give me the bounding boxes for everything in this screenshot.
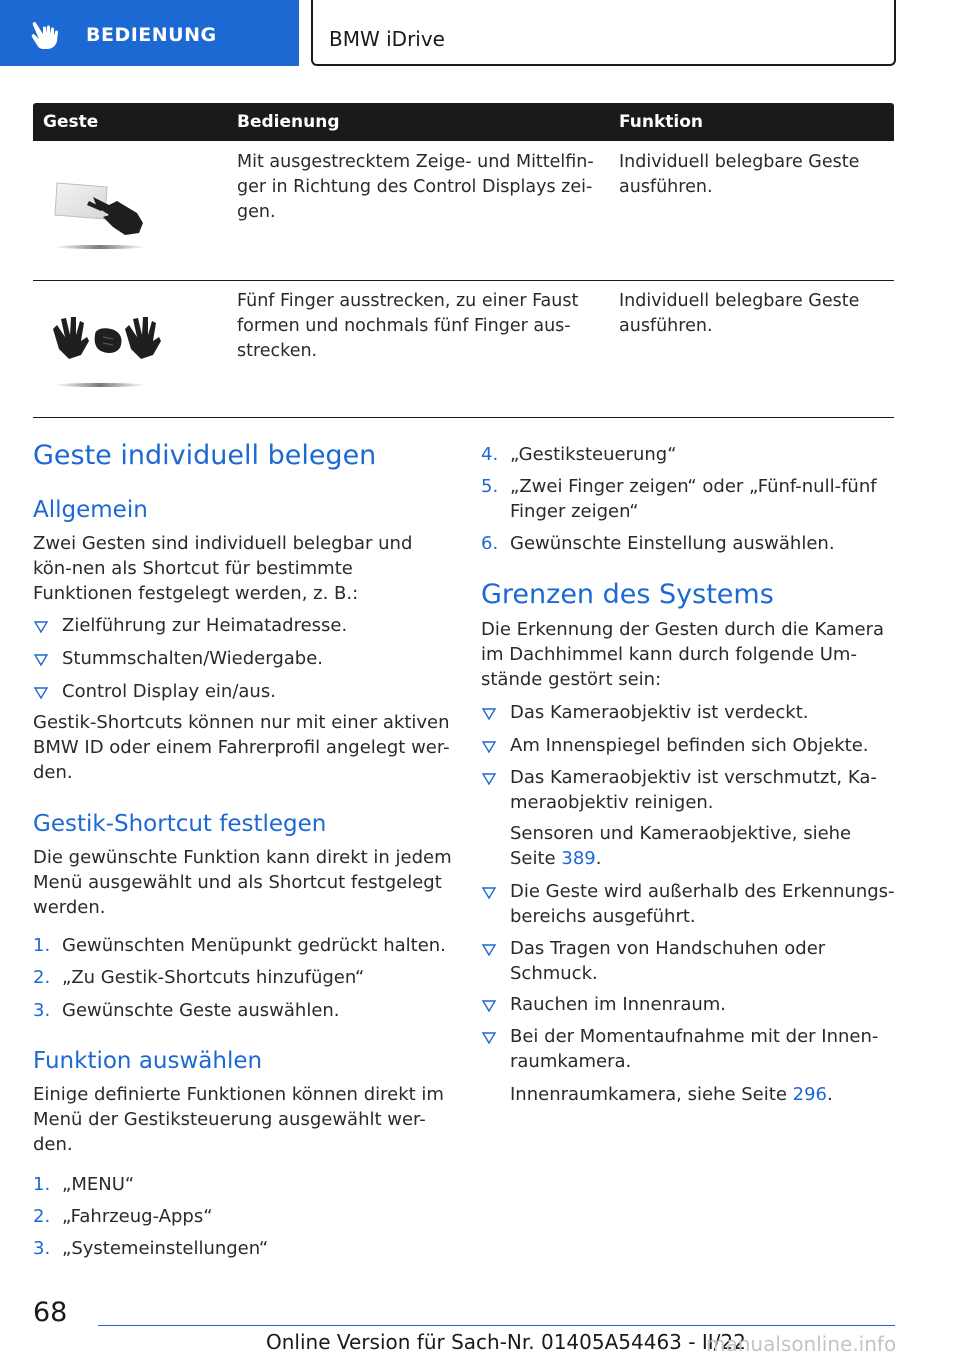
chapter-title: BMW iDrive (329, 27, 445, 51)
triangle-bullet-icon (481, 700, 497, 725)
gesture-table (33, 103, 894, 418)
table-row (33, 281, 894, 418)
pointing-two-fingers-gesture-icon (51, 179, 163, 243)
section-tab (0, 0, 299, 66)
triangle-bullet-icon (481, 765, 497, 790)
gesture-shadow (55, 383, 145, 387)
gesture-shadow (55, 245, 145, 249)
table-row (33, 141, 894, 281)
triangle-bullet-icon (481, 879, 497, 904)
triangle-bullet-icon (481, 992, 497, 1017)
row-2-bedienung: Fünf Finger ausstrecken, zu einer Faust formen und nochmals fünf Finger aus-strecken. (237, 291, 579, 361)
page-link-296[interactable]: 296 (792, 1084, 827, 1105)
paragraph: Zwei Gesten sind individuell belegbar und kön-nen als Shortcut für bestimmte Funktionen festgelegt werden, z. B.: (33, 533, 413, 604)
triangle-bullet-icon (481, 733, 497, 758)
section-heading: Geste individuell belegen (33, 440, 377, 471)
subheading-shortcut: Gestik-Shortcut festlegen (33, 811, 327, 837)
column-header-funktion: Funktion (619, 112, 704, 132)
triangle-bullet-icon (33, 679, 49, 704)
subheading-allgemein: Allgemein (33, 497, 148, 523)
triangle-bullet-icon (481, 1024, 497, 1049)
footer-divider (98, 1325, 895, 1326)
cross-reference: Innenraumkamera, siehe Seite 296. (510, 1084, 833, 1105)
paragraph: Einige definierte Funktionen können direkt im Menü der Gestiksteuerung ausgewählt wer-den. (33, 1084, 444, 1155)
chapter-header (311, 0, 896, 66)
cross-reference: Sensoren und Kameraobjektive, siehe Seite 389. (510, 823, 852, 869)
page-link-389[interactable]: 389 (561, 848, 596, 869)
paragraph: Die Erkennung der Gesten durch die Kamera im Dachhimmel kann durch folgende Um-stände gestört sein: (481, 619, 884, 690)
paragraph: Gestik-Shortcuts können nur mit einer aktiven BMW ID oder einem Fahrerprofil angelegt wer-den. (33, 712, 450, 783)
online-version-note: Online Version für Sach-Nr. 01405A54463 - II/22 (266, 1330, 746, 1354)
paragraph: Die gewünschte Funktion kann direkt in jedem Menü ausgewählt und als Shortcut festgelegt werden. (33, 847, 452, 918)
hand-fist-hand-gesture-icon (51, 315, 163, 367)
triangle-bullet-icon (481, 936, 497, 961)
row-2-funktion: Individuell belegbare Geste ausführen. (619, 291, 860, 336)
hand-pointer-icon (30, 20, 64, 50)
triangle-bullet-icon (33, 646, 49, 671)
subheading-funktion: Funktion auswählen (33, 1048, 263, 1074)
table-header (33, 103, 894, 141)
list-item: 5. „Zwei Finger zeigen“ oder „Fünf-null-fünf Finger zeigen“ (481, 476, 877, 522)
row-1-funktion: Individuell belegbare Geste ausführen. (619, 152, 860, 197)
column-header-geste: Geste (43, 112, 99, 132)
section-label: BEDIENUNG (86, 24, 217, 46)
column-header-bedienung: Bedienung (237, 112, 340, 132)
section-heading: Grenzen des Systems (481, 579, 774, 610)
page-number: 68 (33, 1297, 68, 1328)
watermark: manualsonline.info (706, 1332, 897, 1356)
triangle-bullet-icon (33, 613, 49, 638)
row-1-bedienung: Mit ausgestrecktem Zeige- und Mittelfin-ger in Richtung des Control Displays zei-gen. (237, 152, 594, 222)
